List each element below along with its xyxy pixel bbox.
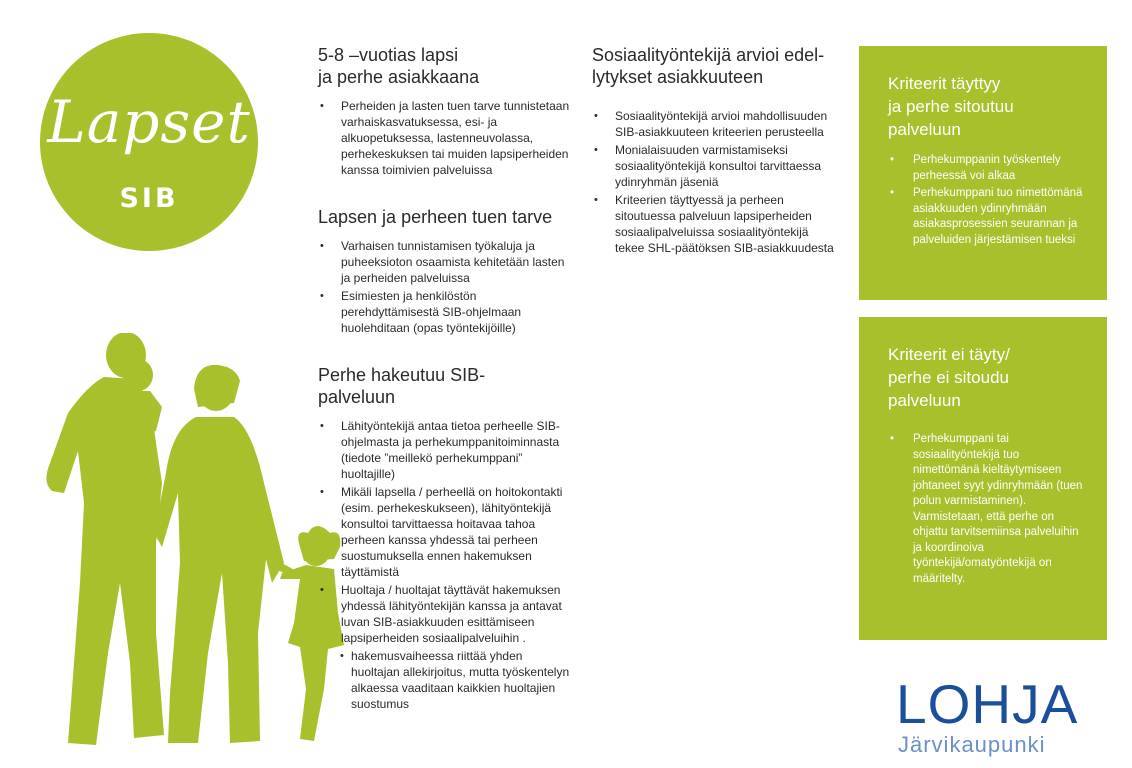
list-item: • Varhaisen tunnistamisen työkaluja ja puheeksioton osaamista kehitetään lasten ja perheiden palveluissa bbox=[318, 238, 570, 286]
list-item: • Perheiden ja lasten tuen tarve tunnistetaan varhaiskasvatuksessa, esi- ja alkuopetuksessa, lastenneuvolassa, perhekeskuksen tai muiden lapsiperheiden kanssa toimivien palveluissa bbox=[318, 98, 570, 178]
mother-body bbox=[154, 417, 284, 743]
list-item: • Esimiesten ja henkilöstön perehdyttämisestä SIB-ohjelmaan huolehditaan (opas työntekijöille) bbox=[318, 288, 570, 336]
criteria-not-met-list bbox=[888, 432, 1087, 587]
list-item: • Kriteerien täyttyessä ja perheen sitoutuessa palveluun lapsiperheiden sosiaalipalveluissa sosiaalityöntekijä tekee SHL-päätöksen SIB-asiakkuudesta bbox=[592, 192, 834, 256]
title-line: ja perhe sitoutuu bbox=[888, 97, 1014, 116]
lohja-tagline: Järvikaupunki bbox=[898, 732, 1046, 757]
section-title-assessment bbox=[592, 44, 834, 88]
list-item: • Mikäli lapsella / perheellä on hoitokontakti (esim. perhekeskukseen), lähityöntekijä konsultoi tarvittaessa hoitavaa tahoa perheen kanssa yhdessä tai perheen suostumuksella ennen hakemuksen täyttämistä bbox=[318, 484, 570, 580]
logo-sub-text: SIB bbox=[119, 183, 179, 214]
column-assessment bbox=[592, 44, 834, 284]
child-head bbox=[123, 359, 153, 391]
criteria-met-title bbox=[888, 72, 1087, 141]
criteria-met-list bbox=[888, 153, 1087, 248]
list-item: • Perhekumppani tuo nimettömänä asiakkuuden ydinryhmään asiakasprosessien seurannan ja palveluiden järjestämisen tueksi bbox=[888, 186, 1087, 248]
title-line: Sosiaalityöntekijä arvioi edel- bbox=[592, 45, 825, 65]
title-line: Kriteerit täyttyy bbox=[888, 74, 1001, 93]
title-line: ja perhe asiakkaana bbox=[318, 67, 480, 87]
list-item: • Perhekumppani tai sosiaalityöntekijä tuo nimettömänä kieltäytymiseen johtaneet syyt ydinryhmään (tuen polun varmistaminen). Varmistetaan, että perhe on ohjattu tarvitsemiinsa palveluihin ja koordinoiva työntekijä/omatyöntekijä on määritelty. bbox=[888, 432, 1087, 587]
list-apply bbox=[318, 418, 570, 712]
list-item: • Lähityöntekijä antaa tietoa perheelle SIB-ohjelmasta ja perhekumppanitoiminnasta (tiedote ”meillekö perhekumppani” huoltajille) bbox=[318, 418, 570, 482]
lohja-logo-text: LOHJA bbox=[896, 673, 1079, 735]
title-line: palveluun bbox=[318, 387, 396, 407]
section-title-age bbox=[318, 44, 570, 88]
list-item: • Monialaisuuden varmistamiseksi sosiaalityöntekijä konsultoi tarvittaessa ydinryhmän jäseniä bbox=[592, 142, 834, 190]
list-age bbox=[318, 98, 570, 178]
title-line: 5-8 –vuotias lapsi bbox=[318, 45, 459, 65]
list-need bbox=[318, 238, 570, 336]
title-line: perhe ei sitoudu bbox=[888, 368, 1009, 387]
criteria-not-met-title bbox=[888, 343, 1087, 412]
criteria-not-met-box bbox=[859, 317, 1107, 640]
list-item: • Perhekumppanin työskentely perheessä voi alkaa bbox=[888, 153, 1087, 184]
section-title-need bbox=[318, 206, 570, 228]
column-process-start bbox=[318, 44, 570, 740]
section-title-apply bbox=[318, 364, 570, 408]
criteria-met-box bbox=[859, 46, 1107, 300]
list-item: • Huoltaja / huoltajat täyttävät hakemuksen yhdessä lähityöntekijän kanssa ja antavat luvan SIB-asiakkuuden esittämiseen lapsiperheiden sosiaalipalveluihin . bbox=[318, 582, 570, 646]
list-item: • Sosiaalityöntekijä arvioi mahdollisuuden SIB-asiakkuuteen kriteerien perusteella bbox=[592, 108, 834, 140]
lapset-sib-logo bbox=[40, 33, 258, 251]
title-line: palveluun bbox=[888, 391, 961, 410]
list-assessment bbox=[592, 108, 834, 256]
title-line: Perhe hakeutuu SIB- bbox=[318, 365, 486, 385]
logo-script-text: Lapset bbox=[47, 88, 251, 156]
title-line: Kriteerit ei täyty/ bbox=[888, 345, 1010, 364]
title-line: palveluun bbox=[888, 120, 961, 139]
title-line: lytykset asiakkuuteen bbox=[592, 67, 764, 87]
title-line: Lapsen ja perheen tuen tarve bbox=[318, 207, 553, 227]
sub-list-item: • hakemusvaiheessa riittää yhden huoltajan allekirjoitus, mutta työskentelyn alkaessa vaaditaan kaikkien huoltajien suostumus bbox=[318, 648, 570, 712]
mother-hair bbox=[194, 365, 240, 407]
child-body bbox=[118, 391, 162, 437]
